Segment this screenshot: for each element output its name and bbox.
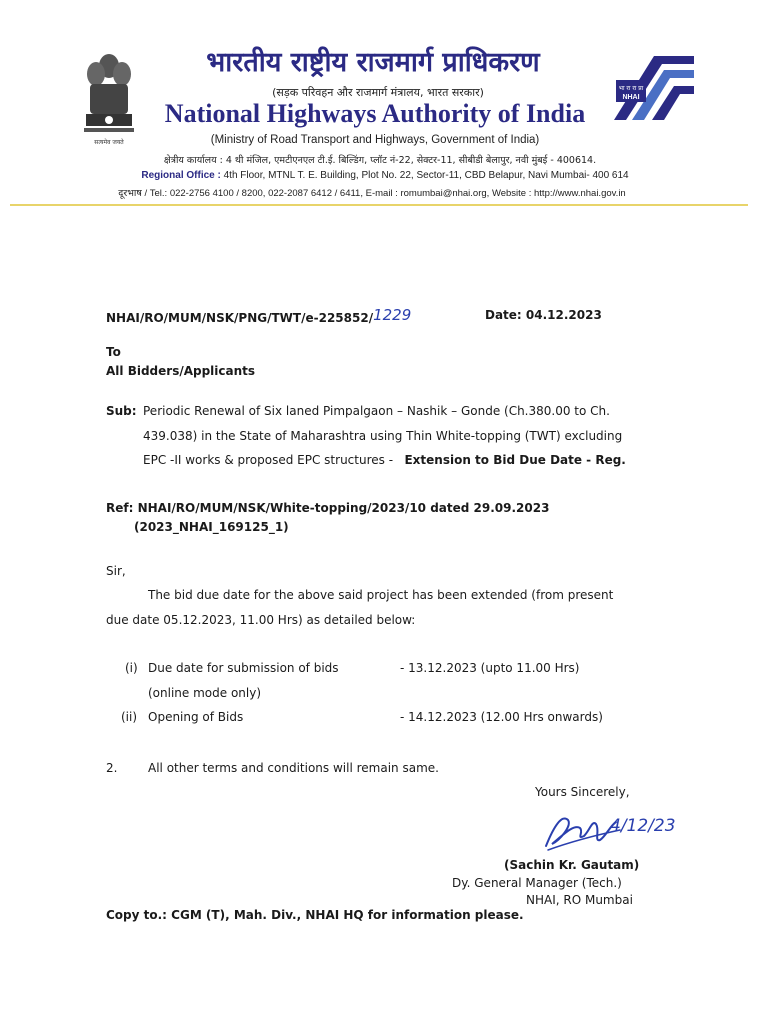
copy-to: Copy to.: CGM (T), Mah. Div., NHAI HQ for information please.	[106, 908, 524, 922]
paragraph-line-1: The bid due date for the above said project has been extended (from present	[148, 588, 614, 602]
closing: Yours Sincerely,	[535, 785, 630, 799]
state-emblem-icon	[78, 52, 140, 148]
subject-emphasis: Extension to Bid Due Date - Reg.	[404, 453, 626, 467]
signature-date: 4/12/23	[610, 816, 676, 836]
subject-label: Sub:	[106, 404, 137, 418]
header-divider	[10, 204, 748, 206]
point-2-text: All other terms and conditions will remain same.	[148, 761, 439, 775]
contact-line: दूरभाष / Tel.: 022-2756 4100 / 8200, 022-2087 6412 / 6411, E-mail : romumbai@nhai.org, Website : http://www.nhai.gov.in	[118, 188, 626, 199]
regional-office-label: Regional Office :	[141, 170, 221, 181]
signatory-name: (Sachin Kr. Gautam)	[504, 858, 640, 872]
svg-text:भा रा रा प्रा: भा रा रा प्रा	[618, 85, 644, 92]
subject-line-3: EPC -II works & proposed EPC structures - Extension to Bid Due Date - Reg.	[143, 453, 626, 467]
signatory-title: Dy. General Manager (Tech.)	[452, 876, 622, 890]
ministry-line: (Ministry of Road Transport and Highways, Government of India)	[210, 134, 540, 146]
item-label-note: (online mode only)	[148, 686, 262, 700]
item-number: (ii)	[121, 710, 138, 724]
english-title: National Highways Authority of India	[164, 99, 586, 128]
regional-office-address: 4th Floor, MTNL T. E. Building, Plot No. 22, Sector-11, CBD Belapur, Navi Mumbai- 400 614	[220, 170, 629, 181]
salutation: Sir,	[106, 564, 126, 578]
letter-date: Date: 04.12.2023	[485, 308, 602, 322]
hindi-title: भारतीय राष्ट्रीय राजमार्ग प्राधिकरण	[206, 47, 540, 78]
svg-text:NHAI: NHAI	[622, 94, 640, 101]
signatory-office: NHAI, RO Mumbai	[526, 893, 633, 907]
point-2-number: 2.	[106, 761, 118, 775]
handwritten-ref: 1229	[373, 306, 412, 324]
nhai-logo-icon	[612, 50, 696, 122]
to-line: To	[106, 345, 121, 359]
item-value: - 13.12.2023 (upto 11.00 Hrs)	[400, 661, 580, 675]
item-label: Due date for submission of bids	[148, 661, 339, 675]
item-label: Opening of Bids	[148, 710, 244, 724]
subject-line-1: Periodic Renewal of Six laned Pimpalgaon – Nashik – Gonde (Ch.380.00 to Ch.	[143, 404, 610, 418]
emblem-motto: सत्यमेव जयते	[94, 139, 124, 146]
addressee: All Bidders/Applicants	[106, 364, 256, 378]
ref-line-2: (2023_NHAI_169125_1)	[134, 520, 289, 534]
hindi-address: क्षेत्रीय कार्यालय : 4 थी मंजिल, एमटीएनएल टी.ई. बिल्डिंग, प्लॉट नं-22, सेक्टर-11, सीबीडी बेलापुर, नवी मुंबई - 400614.	[163, 155, 597, 166]
item-number: (i)	[125, 661, 138, 675]
item-value: - 14.12.2023 (12.00 Hrs onwards)	[400, 710, 603, 724]
reference-number: NHAI/RO/MUM/NSK/PNG/TWT/e-225852/1229	[106, 306, 412, 325]
paragraph-line-2: due date 05.12.2023, 11.00 Hrs) as detailed below:	[106, 613, 416, 627]
subject-line-2: 439.038) in the State of Maharashtra using Thin White-topping (TWT) excluding	[143, 429, 623, 443]
regional-office	[80, 170, 690, 181]
hindi-subtitle: (सड़क परिवहन और राजमार्ग मंत्रालय, भारत सरकार)	[272, 86, 484, 99]
ref-line-1: Ref: NHAI/RO/MUM/NSK/White-topping/2023/10 dated 29.09.2023	[106, 501, 550, 515]
